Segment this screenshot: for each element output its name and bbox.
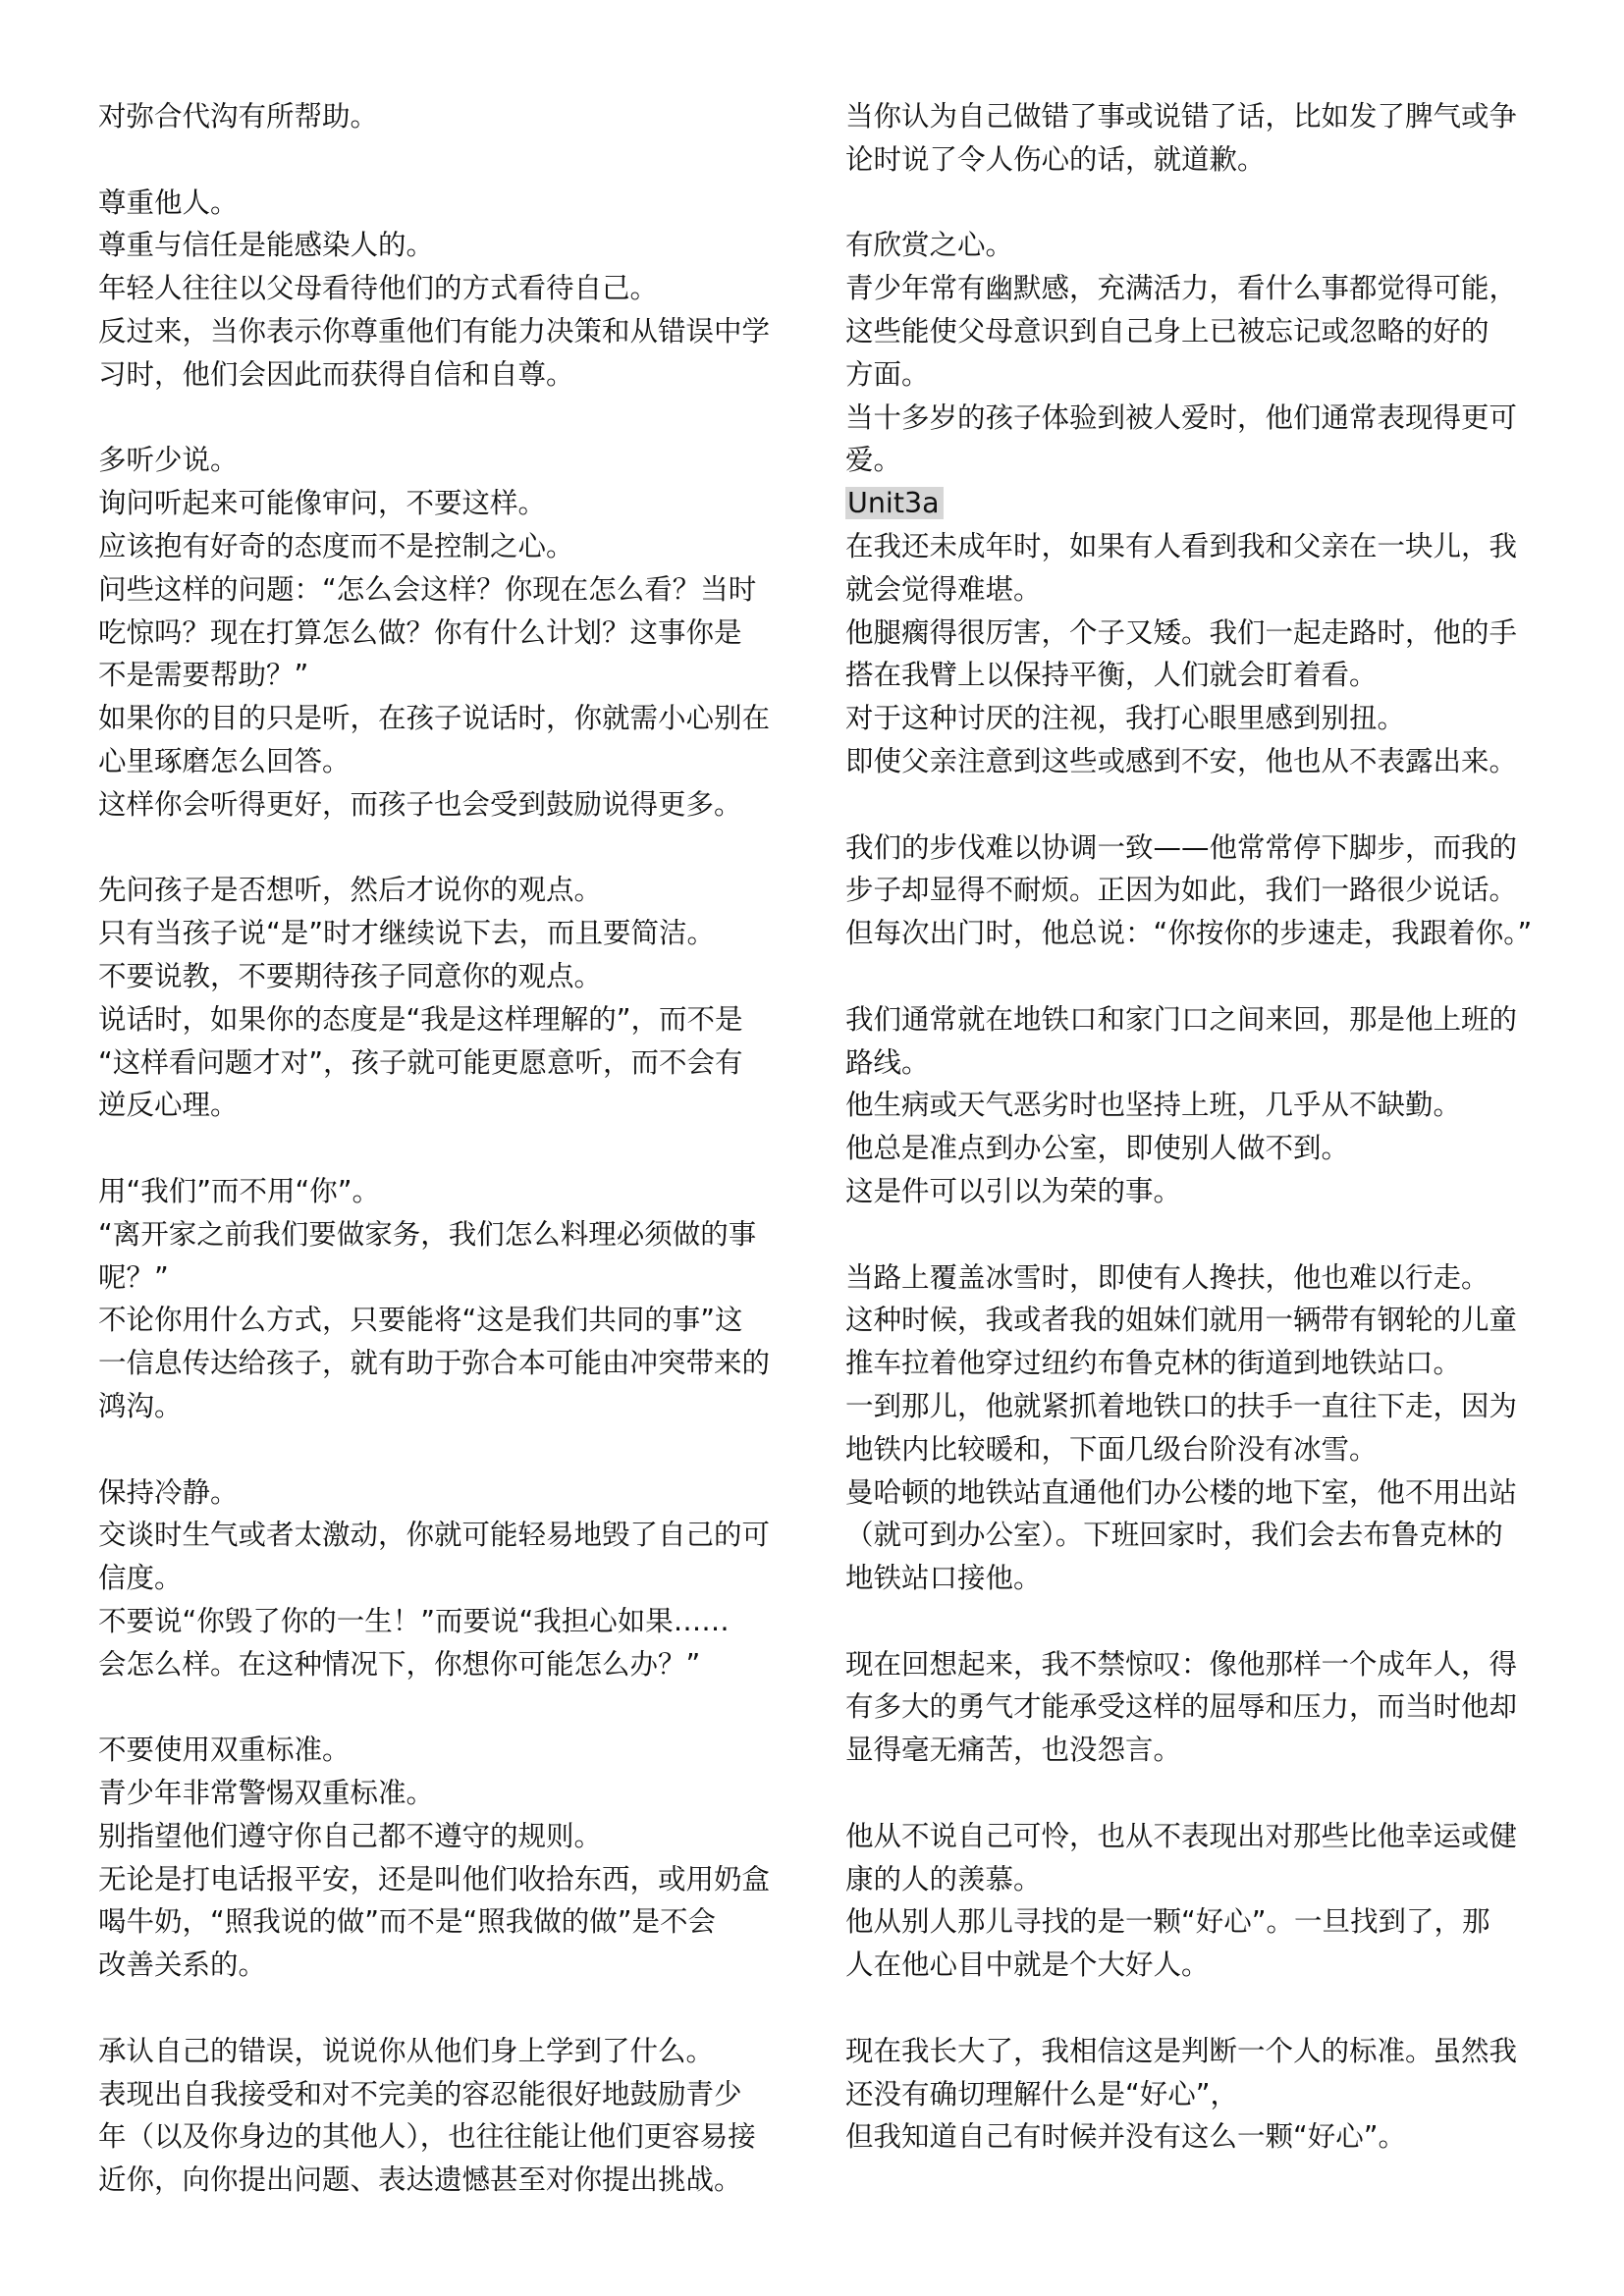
- text-line: 表现出自我接受和对不完美的容忍能很好地鼓励青少: [98, 2077, 742, 2110]
- text-line: 应该抱有好奇的态度而不是控制之心。: [98, 529, 574, 562]
- text-line: 心里琢磨怎么回答。: [98, 744, 351, 777]
- text-line: 保持冷静。: [98, 1475, 239, 1509]
- paragraph-gap: [845, 783, 1541, 827]
- text-line: 步子却显得不耐烦。正因为如此，我们一路很少说话。: [845, 874, 1518, 907]
- text-line: 习时，他们会因此而获得自信和自尊。: [98, 357, 574, 391]
- text-line: “这样看问题才对”，孩子就可能更愿意听，而不会有: [98, 1045, 743, 1079]
- unit-label-line: [845, 482, 1541, 525]
- text-line: 这是件可以引以为荣的事。: [845, 1174, 1182, 1207]
- paragraph-gap: [98, 1428, 798, 1471]
- text-line: 年（以及你身边的其他人），也往往能让他们更容易接: [98, 2120, 756, 2154]
- text-line: 他从不说自己可怜，也从不表现出对那些比他幸运或健: [845, 1819, 1518, 1852]
- text-line: 别指望他们遵守你自己都不遵守的规则。: [98, 1819, 603, 1852]
- unit-label: Unit3a: [845, 487, 944, 519]
- text-line: 吃惊吗？现在打算怎么做？你有什么计划？这事你是: [98, 615, 742, 649]
- text-line: 信度。: [98, 1562, 183, 1595]
- text-line: 承认自己的错误，说说你从他们身上学到了什么。: [98, 2034, 715, 2067]
- text-line: 反过来，当你表示你尊重他们有能力决策和从错误中学: [98, 314, 771, 347]
- text-line: 这些能使父母意识到自己身上已被忘记或忽略的好的: [845, 314, 1489, 347]
- paragraph-gap: [98, 1987, 798, 2030]
- text-line: 这种时候，我或者我的姐妹们就用一辆带有钢轮的儿童: [845, 1304, 1518, 1337]
- text-line: 在我还未成年时，如果有人看到我和父亲在一块儿，我: [845, 529, 1518, 562]
- text-line: 搭在我臂上以保持平衡，人们就会盯着看。: [845, 659, 1378, 692]
- text-line: 呢？”: [98, 1260, 169, 1294]
- text-line: 多听少说。: [98, 444, 239, 477]
- text-line: 人在他心目中就是个大好人。: [845, 1949, 1210, 1982]
- text-line: 不要说教，不要期待孩子同意你的观点。: [98, 959, 603, 992]
- text-line: 有欣赏之心。: [845, 229, 1014, 262]
- text-line: 尊重他人。: [98, 186, 239, 219]
- text-line: 无论是打电话报平安，还是叫他们收拾东西，或用奶盒: [98, 1862, 771, 1896]
- paragraph-gap: [98, 138, 798, 182]
- text-line: 逆反心理。: [98, 1089, 239, 1122]
- paragraph-gap: [845, 1772, 1541, 1815]
- paragraph-gap: [98, 397, 798, 440]
- text-line: 爱。: [845, 444, 902, 477]
- text-line: 喝牛奶，“照我说的做”而不是“照我做的做”是不会: [98, 1905, 717, 1939]
- text-line: 他生病或天气恶劣时也坚持上班，几乎从不缺勤。: [845, 1089, 1462, 1122]
- paragraph-gap: [98, 1127, 798, 1170]
- text-line: 不要说“你毁了你的一生！”而要说“我担心如果……: [98, 1604, 730, 1637]
- text-line: 康的人的羡慕。: [845, 1862, 1042, 1896]
- text-line: 还没有确切理解什么是“好心”，: [845, 2077, 1239, 2110]
- text-line: 他总是准点到办公室，即使别人做不到。: [845, 1132, 1350, 1165]
- text-line: 青少年非常警惕双重标准。: [98, 1777, 435, 1810]
- paragraph-gap: [98, 1685, 798, 1729]
- text-line: 曼哈顿的地铁站直通他们办公楼的地下室，他不用出站: [845, 1475, 1518, 1509]
- text-line: 用“我们”而不用“你”。: [98, 1174, 381, 1207]
- text-line: “离开家之前我们要做家务，我们怎么料理必须做的事: [98, 1217, 757, 1251]
- text-line: 会怎么样。在这种情况下，你想你可能怎么办？”: [98, 1647, 701, 1681]
- text-line: 当你认为自己做错了事或说错了话，比如发了脾气或争: [845, 100, 1518, 133]
- right-column: [845, 95, 1541, 2159]
- text-line: 显得毫无痛苦，也没怨言。: [845, 1734, 1182, 1767]
- text-line: 问些这样的问题：“怎么会这样？你现在怎么看？当时: [98, 572, 757, 606]
- text-line: 说话时，如果你的态度是“我是这样理解的”，而不是: [98, 1002, 743, 1036]
- paragraph-gap: [98, 827, 798, 870]
- paragraph-gap: [845, 1213, 1541, 1256]
- text-line: 只有当孩子说“是”时才继续说下去，而且要简洁。: [98, 917, 716, 950]
- text-line: 有多大的勇气才能承受这样的屈辱和压力，而当时他却: [845, 1690, 1518, 1724]
- text-line: 这样你会听得更好，而孩子也会受到鼓励说得更多。: [98, 787, 742, 821]
- text-line: 方面。: [845, 357, 930, 391]
- text-line: 鸿沟。: [98, 1389, 183, 1422]
- paragraph-gap: [845, 955, 1541, 998]
- text-line: 现在回想起来，我不禁惊叹：像他那样一个成年人，得: [845, 1647, 1518, 1681]
- text-line: 论时说了令人伤心的话，就道歉。: [845, 142, 1266, 176]
- text-line: 询问听起来可能像审问，不要这样。: [98, 487, 547, 520]
- text-line: 不是需要帮助？”: [98, 659, 309, 692]
- paragraph-gap: [845, 1987, 1541, 2030]
- text-line: 尊重与信任是能感染人的。: [98, 229, 435, 262]
- paragraph-gap: [845, 1600, 1541, 1643]
- text-line: 路线。: [845, 1045, 930, 1079]
- text-line: 改善关系的。: [98, 1949, 267, 1982]
- text-line: 就会觉得难堪。: [845, 572, 1042, 606]
- text-line: 对弥合代沟有所帮助。: [98, 100, 379, 133]
- text-line: 但我知道自己有时候并没有这么一颗“好心”。: [845, 2120, 1407, 2154]
- text-line: 我们的步伐难以协调一致——他常常停下脚步，而我的: [845, 830, 1518, 864]
- text-line: 不要使用双重标准。: [98, 1734, 351, 1767]
- text-line: 但每次出门时，他总说：“你按你的步速走，我跟着你。”: [845, 917, 1533, 950]
- text-line: 现在我长大了，我相信这是判断一个人的标准。虽然我: [845, 2034, 1518, 2067]
- text-line: 他腿瘸得很厉害，个子又矮。我们一起走路时，他的手: [845, 615, 1518, 649]
- left-column: [98, 95, 798, 2202]
- text-line: 当十多岁的孩子体验到被人爱时，他们通常表现得更可: [845, 400, 1518, 434]
- text-line: 他从别人那儿寻找的是一颗“好心”。一旦找到了，那: [845, 1905, 1490, 1939]
- text-line: 即使父亲注意到这些或感到不安，他也从不表露出来。: [845, 744, 1518, 777]
- text-line: 青少年常有幽默感，充满活力，看什么事都觉得可能，: [845, 272, 1518, 305]
- text-line: 近你，向你提出问题、表达遗憾甚至对你提出挑战。: [98, 2163, 742, 2197]
- text-line: 推车拉着他穿过纽约布鲁克林的街道到地铁站口。: [845, 1347, 1462, 1380]
- paragraph-gap: [845, 182, 1541, 225]
- text-line: 如果你的目的只是听，在孩子说话时，你就需小心别在: [98, 702, 771, 735]
- text-line: （就可到办公室）。下班回家时，我们会去布鲁克林的: [845, 1519, 1503, 1552]
- text-line: 对于这种讨厌的注视，我打心眼里感到别扭。: [845, 702, 1406, 735]
- text-line: 不论你用什么方式，只要能将“这是我们共同的事”这: [98, 1304, 743, 1337]
- text-line: 一信息传达给孩子，就有助于弥合本可能由冲突带来的: [98, 1347, 771, 1380]
- text-line: 地铁内比较暖和，下面几级台阶没有冰雪。: [845, 1432, 1378, 1466]
- text-line: 交谈时生气或者太激动，你就可能轻易地毁了自己的可: [98, 1519, 771, 1552]
- text-line: 先问孩子是否想听，然后才说你的观点。: [98, 874, 603, 907]
- text-line: 当路上覆盖冰雪时，即使有人搀扶，他也难以行走。: [845, 1260, 1489, 1294]
- text-line: 一到那儿，他就紧抓着地铁口的扶手一直往下走，因为: [845, 1389, 1518, 1422]
- text-line: 地铁站口接他。: [845, 1562, 1042, 1595]
- text-line: 年轻人往往以父母看待他们的方式看待自己。: [98, 272, 659, 305]
- text-line: 我们通常就在地铁口和家门口之间来回，那是他上班的: [845, 1002, 1518, 1036]
